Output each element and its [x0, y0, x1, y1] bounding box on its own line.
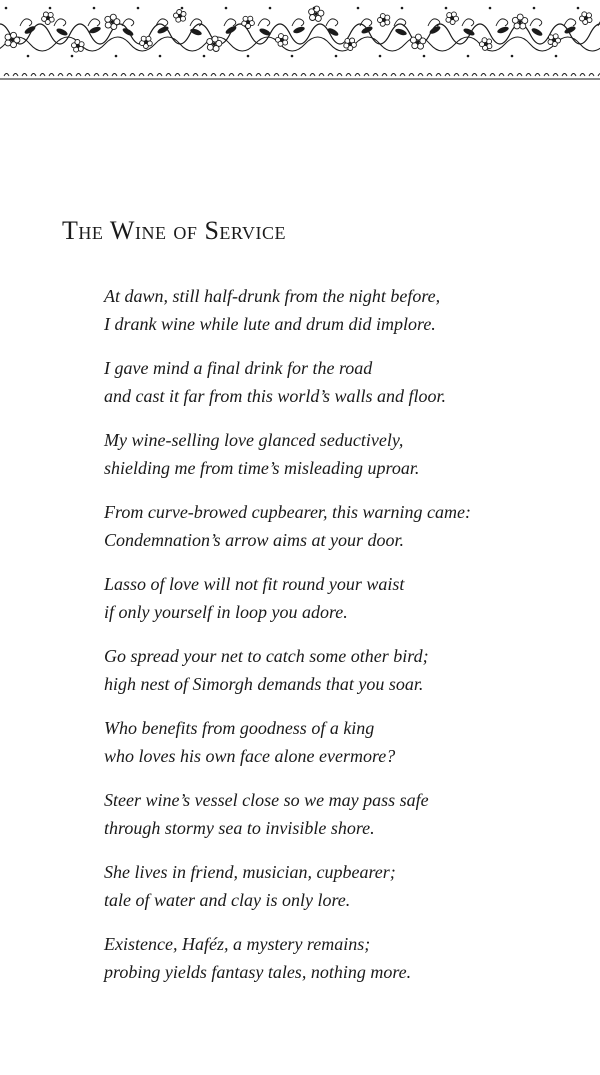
- flower-petal: [213, 46, 219, 52]
- bud-dot: [533, 7, 536, 10]
- stanza: [104, 570, 584, 642]
- flower-center: [144, 40, 147, 43]
- chain-loop: [238, 74, 243, 77]
- stanza: [104, 354, 584, 426]
- poem-line: who loves his own face alone evermore?: [104, 746, 396, 766]
- stanza: [104, 930, 584, 1002]
- bud-dot: [247, 55, 250, 58]
- flower-center: [552, 38, 555, 41]
- chain-loop: [517, 74, 522, 77]
- flower-petal: [410, 37, 416, 43]
- tendril: [54, 19, 66, 26]
- stanza: [104, 498, 584, 570]
- chain-loop: [481, 74, 486, 77]
- leaf: [88, 26, 101, 35]
- chain-loop: [22, 74, 27, 77]
- tendril: [326, 19, 338, 26]
- flower-petal: [141, 36, 146, 41]
- poem-line: Go spread your net to catch some other bird;: [104, 646, 429, 666]
- chain-loop: [67, 74, 72, 77]
- bud-dot: [577, 7, 580, 10]
- poem-line: Lasso of love will not fit round your waist: [104, 574, 405, 594]
- poem-line: She lives in friend, musician, cupbearer;: [104, 862, 396, 882]
- chain-loop: [499, 74, 504, 77]
- bud-dot: [115, 55, 118, 58]
- flower-petal: [385, 15, 390, 20]
- tendril: [190, 19, 202, 26]
- chain-loop: [454, 74, 459, 77]
- chain-loop: [220, 74, 225, 77]
- chain-loop: [85, 74, 90, 77]
- poem-line: Who benefits from goodness of a king: [104, 718, 375, 738]
- leaf: [292, 26, 305, 35]
- chain-loop: [346, 74, 351, 77]
- flower-petal: [378, 18, 383, 23]
- bud-dot: [423, 55, 426, 58]
- flower-center: [484, 42, 487, 45]
- floral-vine-ornament: [0, 0, 600, 80]
- stanza: [104, 714, 584, 786]
- chain-loop: [355, 74, 360, 77]
- bud-dot: [313, 7, 316, 10]
- poem-line: Steer wine’s vessel close so we may pass safe: [104, 790, 429, 810]
- flower-petal: [548, 40, 553, 45]
- chain-loop: [490, 74, 495, 77]
- chain-loop: [121, 74, 126, 77]
- chain-loop: [319, 74, 324, 77]
- bud-dot: [137, 7, 140, 10]
- chain-loop: [571, 74, 576, 77]
- tendril: [20, 19, 32, 26]
- bud-dot: [445, 7, 448, 10]
- flower-petal: [246, 24, 251, 29]
- poem-line: tale of water and clay is only lore.: [104, 890, 351, 910]
- flower-center: [178, 14, 181, 17]
- flower-petal: [243, 16, 248, 21]
- leaf: [360, 25, 373, 35]
- chain-loop: [265, 74, 270, 77]
- tendril: [428, 19, 440, 26]
- stanza: [104, 426, 584, 498]
- chain-loop: [562, 74, 567, 77]
- flower-center: [416, 40, 419, 43]
- chain-loop: [337, 74, 342, 77]
- flower-petal: [43, 12, 48, 17]
- bud-dot: [159, 55, 162, 58]
- chain-loop: [436, 74, 441, 77]
- chain-loop: [580, 74, 585, 77]
- bud-dot: [357, 7, 360, 10]
- bud-dot: [489, 7, 492, 10]
- stanza: [104, 786, 584, 858]
- chain-loop: [427, 74, 432, 77]
- stanza: [104, 858, 584, 930]
- chain-loop: [418, 74, 423, 77]
- flower-petal: [114, 19, 120, 25]
- bud-dot: [511, 55, 514, 58]
- flower-petal: [315, 15, 321, 21]
- chain-loop: [157, 74, 162, 77]
- poem-line: From curve-browed cupbearer, this warning came:: [104, 502, 471, 522]
- chain-loop: [49, 74, 54, 77]
- leaf: [189, 28, 202, 37]
- chain-loop: [58, 74, 63, 77]
- chain-loop: [229, 74, 234, 77]
- chain-loop: [202, 74, 207, 77]
- flower-petal: [105, 22, 111, 28]
- flower-petal: [412, 43, 418, 49]
- flower-petal: [79, 42, 84, 47]
- flower-center: [382, 18, 385, 21]
- poem-line: probing yields fantasy tales, nothing more.: [104, 962, 412, 982]
- poem-line: if only yourself in loop you adore.: [104, 602, 348, 622]
- flower-petal: [482, 38, 487, 43]
- chain-loop: [391, 74, 396, 77]
- chain-loop: [400, 74, 405, 77]
- flower-center: [10, 38, 13, 41]
- poem-line: My wine-selling love glanced seductively,: [104, 430, 404, 450]
- flower-petal: [553, 34, 558, 39]
- chain-loop: [364, 74, 369, 77]
- bud-dot: [181, 7, 184, 10]
- bud-dot: [467, 55, 470, 58]
- chain-loop: [508, 74, 513, 77]
- chain-loop: [76, 74, 81, 77]
- flower-center: [76, 44, 79, 47]
- bud-dot: [93, 7, 96, 10]
- tendril: [394, 19, 406, 26]
- chain-loop: [409, 74, 414, 77]
- chain-loop: [535, 74, 540, 77]
- chain-loop: [283, 74, 288, 77]
- chain-loop: [193, 74, 198, 77]
- tendril: [88, 19, 100, 26]
- flower-center: [212, 42, 215, 45]
- flower-petal: [517, 14, 523, 20]
- poem-line: shielding me from time’s misleading uproar.: [104, 458, 420, 478]
- flower-center: [518, 20, 521, 23]
- chain-loop: [526, 74, 531, 77]
- poem-line: and cast it far from this world’s walls and floor.: [104, 386, 447, 406]
- leaf: [394, 28, 407, 37]
- chain-loop: [13, 74, 18, 77]
- poem-title: The Wine of Service: [62, 216, 286, 245]
- bud-dot: [269, 7, 272, 10]
- flower-center: [450, 16, 453, 19]
- flower-petal: [11, 32, 17, 38]
- chain-loop: [445, 74, 450, 77]
- chain-loop: [139, 74, 144, 77]
- poem-line: I drank wine while lute and drum did implore.: [104, 314, 436, 334]
- chain-loop: [184, 74, 189, 77]
- tendril: [530, 19, 542, 26]
- tendril: [496, 19, 508, 26]
- flower-petal: [48, 12, 53, 17]
- flower-center: [246, 20, 249, 23]
- chain-loop: [94, 74, 99, 77]
- chain-loop: [31, 74, 36, 77]
- stanza: [104, 642, 584, 714]
- chain-loop: [292, 74, 297, 77]
- bud-dot: [401, 7, 404, 10]
- leaf: [122, 27, 135, 38]
- flower-petal: [283, 35, 288, 40]
- chain-loop: [112, 74, 117, 77]
- leaf: [496, 26, 509, 35]
- stanza: [104, 282, 584, 354]
- flower-petal: [514, 23, 520, 29]
- chain-loop: [589, 74, 594, 77]
- flower-center: [110, 20, 113, 23]
- poem-line: Existence, Haféz, a mystery remains;: [104, 934, 371, 954]
- chain-loop: [328, 74, 333, 77]
- bud-dot: [555, 55, 558, 58]
- tendril: [462, 19, 474, 26]
- poem-line: At dawn, still half-drunk from the night before,: [104, 286, 441, 306]
- bud-dot: [225, 7, 228, 10]
- chain-loop: [166, 74, 171, 77]
- tendril: [564, 19, 576, 26]
- leaf: [55, 27, 68, 37]
- flower-petal: [147, 41, 152, 46]
- flower-petal: [5, 40, 11, 46]
- chain-loop: [211, 74, 216, 77]
- bud-dot: [203, 55, 206, 58]
- poem-line: through stormy sea to invisible shore.: [104, 818, 375, 838]
- flower-petal: [207, 44, 213, 50]
- chain-loop: [382, 74, 387, 77]
- flower-petal: [181, 12, 186, 17]
- bud-dot: [5, 7, 8, 10]
- bud-dot: [379, 55, 382, 58]
- chain-loop: [274, 74, 279, 77]
- chain-loop: [175, 74, 180, 77]
- flower-center: [280, 38, 283, 41]
- chain-loop: [247, 74, 252, 77]
- bud-dot: [291, 55, 294, 58]
- tendril: [292, 19, 304, 26]
- chain-loop: [103, 74, 108, 77]
- chain-loop: [148, 74, 153, 77]
- chain-loop: [40, 74, 45, 77]
- bud-dot: [49, 7, 52, 10]
- poem-line: Condemnation’s arrow aims at your door.: [104, 530, 405, 550]
- chain-loop: [130, 74, 135, 77]
- tendril: [258, 19, 270, 26]
- flower-center: [46, 16, 49, 19]
- flower-center: [348, 42, 351, 45]
- chain-loop: [373, 74, 378, 77]
- poem-line: I gave mind a final drink for the road: [104, 358, 373, 378]
- bud-dot: [71, 55, 74, 58]
- floral-vine-border: [0, 0, 600, 80]
- flower-center: [314, 12, 317, 15]
- flower-petal: [344, 43, 349, 48]
- poem-body: [104, 282, 584, 1002]
- chain-loop: [463, 74, 468, 77]
- flower-petal: [582, 12, 587, 17]
- tendril: [224, 19, 236, 26]
- chain-loop: [301, 74, 306, 77]
- flower-center: [584, 16, 587, 19]
- chain-loop: [256, 74, 261, 77]
- vine-stem: [0, 24, 600, 44]
- poem-line: high nest of Simorgh demands that you soar.: [104, 674, 424, 694]
- bud-dot: [335, 55, 338, 58]
- chain-loop: [472, 74, 477, 77]
- flower-petal: [310, 15, 316, 21]
- flower-petal: [446, 17, 451, 22]
- flower-petal: [418, 43, 424, 49]
- leaf: [531, 27, 544, 38]
- flower-petal: [278, 41, 283, 46]
- chain-loop: [544, 74, 549, 77]
- bud-dot: [27, 55, 30, 58]
- chain-loop: [553, 74, 558, 77]
- chain-loop: [310, 74, 315, 77]
- chain-loop: [4, 74, 9, 77]
- flower-petal: [520, 23, 526, 29]
